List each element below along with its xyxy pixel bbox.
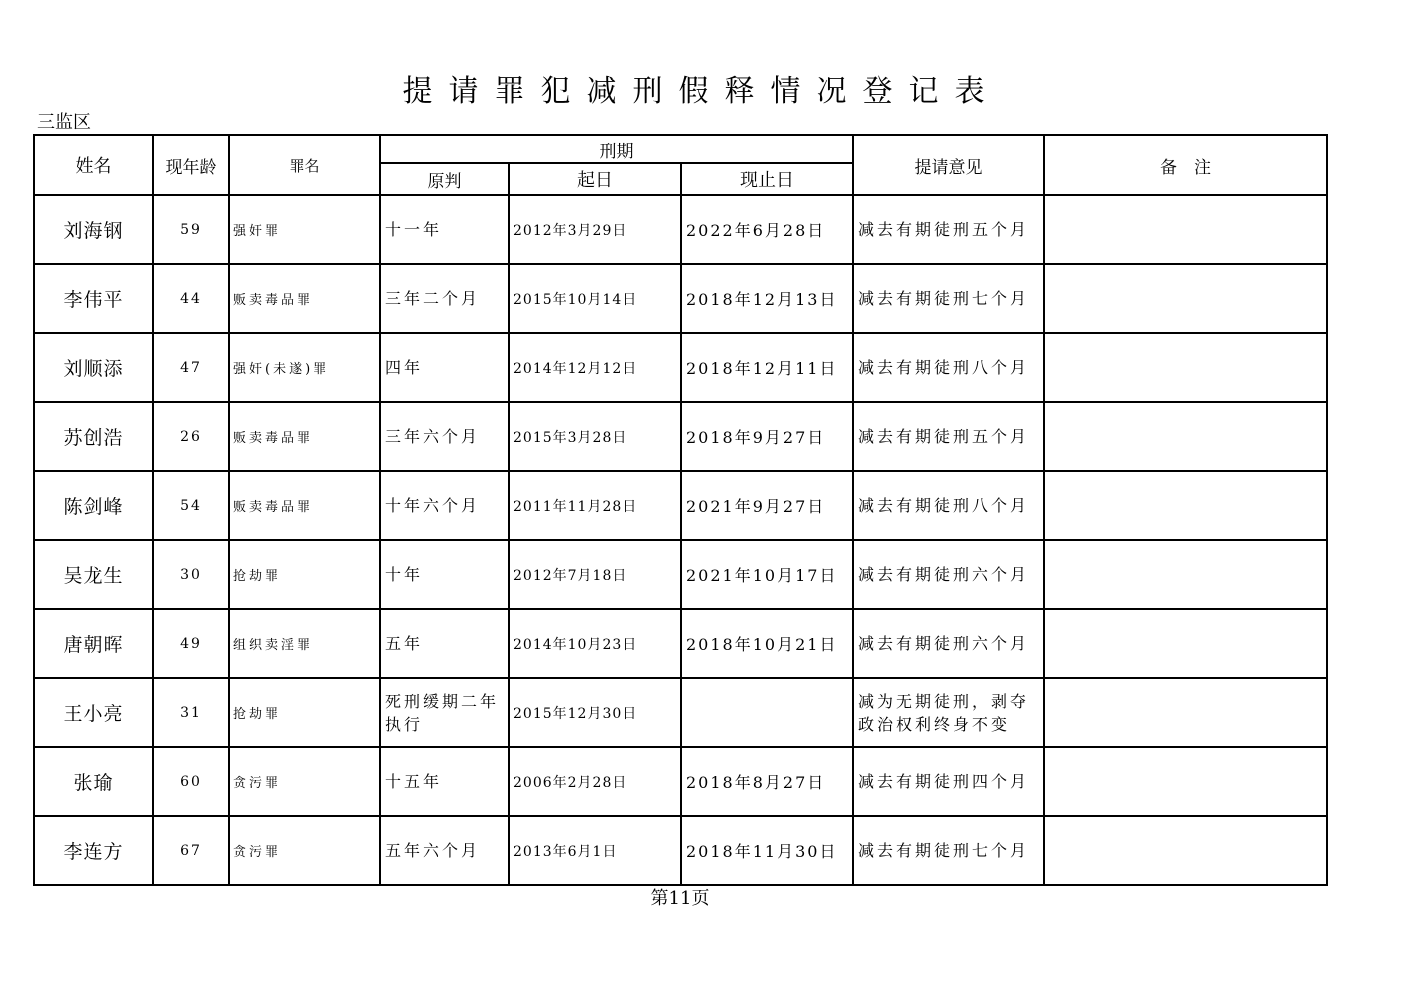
header-start: 起日: [509, 163, 681, 195]
table-row: [34, 816, 1327, 885]
cell-original: 十年: [380, 540, 509, 609]
table-row: [34, 195, 1327, 264]
cell-age: 59: [153, 195, 229, 264]
cell-crime: 组织卖淫罪: [229, 609, 380, 678]
cell-remarks: [1044, 540, 1327, 609]
cell-end: 2021年9月27日: [681, 471, 853, 540]
cell-start: 2012年3月29日: [509, 195, 681, 264]
cell-original: 十一年: [380, 195, 509, 264]
cell-name: 刘海钢: [34, 195, 153, 264]
cell-opinion: 减去有期徒刑八个月: [853, 333, 1044, 402]
cell-crime: 贪污罪: [229, 747, 380, 816]
table-row: [34, 678, 1327, 747]
cell-opinion: 减去有期徒刑五个月: [853, 195, 1044, 264]
cell-remarks: [1044, 195, 1327, 264]
cell-end: 2018年8月27日: [681, 747, 853, 816]
cell-opinion: 减去有期徒刑六个月: [853, 609, 1044, 678]
cell-original: 三年六个月: [380, 402, 509, 471]
header-crime: 罪名: [229, 135, 380, 195]
cell-crime: 强奸(未遂)罪: [229, 333, 380, 402]
cell-name: 李连方: [34, 816, 153, 885]
cell-original: 五年六个月: [380, 816, 509, 885]
header-remarks: 备 注: [1044, 135, 1327, 195]
table-row: [34, 747, 1327, 816]
cell-start: 2015年3月28日: [509, 402, 681, 471]
cell-end: 2022年6月28日: [681, 195, 853, 264]
cell-opinion: 减去有期徒刑七个月: [853, 264, 1044, 333]
cell-remarks: [1044, 402, 1327, 471]
header-age: 现年龄: [153, 135, 229, 195]
cell-start: 2015年12月30日: [509, 678, 681, 747]
header-original: 原判: [380, 163, 509, 195]
cell-name: 李伟平: [34, 264, 153, 333]
cell-end: 2021年10月17日: [681, 540, 853, 609]
cell-crime: 抢劫罪: [229, 678, 380, 747]
cell-crime: 贩卖毒品罪: [229, 402, 380, 471]
cell-age: 47: [153, 333, 229, 402]
cell-remarks: [1044, 678, 1327, 747]
cell-age: 30: [153, 540, 229, 609]
header-opinion: 提请意见: [853, 135, 1044, 195]
cell-original: 三年二个月: [380, 264, 509, 333]
table-row: [34, 264, 1327, 333]
cell-remarks: [1044, 264, 1327, 333]
cell-age: 26: [153, 402, 229, 471]
cell-age: 31: [153, 678, 229, 747]
header-term-group: 刑期: [380, 135, 853, 163]
cell-name: 唐朝晖: [34, 609, 153, 678]
cell-crime: 贪污罪: [229, 816, 380, 885]
cell-original: 十年六个月: [380, 471, 509, 540]
cell-end: 2018年11月30日: [681, 816, 853, 885]
cell-start: 2013年6月1日: [509, 816, 681, 885]
cell-crime: 强奸罪: [229, 195, 380, 264]
table-row: [34, 471, 1327, 540]
cell-original: 五年: [380, 609, 509, 678]
cell-original: 十五年: [380, 747, 509, 816]
cell-opinion: 减为无期徒刑，剥夺政治权利终身不变: [853, 678, 1044, 747]
cell-start: 2014年12月12日: [509, 333, 681, 402]
table-header: [34, 135, 1327, 195]
cell-name: 王小亮: [34, 678, 153, 747]
cell-name: 苏创浩: [34, 402, 153, 471]
cell-name: 刘顺添: [34, 333, 153, 402]
cell-original: 四年: [380, 333, 509, 402]
table-row: [34, 609, 1327, 678]
cell-name: 吴龙生: [34, 540, 153, 609]
cell-remarks: [1044, 471, 1327, 540]
cell-remarks: [1044, 333, 1327, 402]
cell-end: [681, 678, 853, 747]
cell-age: 60: [153, 747, 229, 816]
registration-table: [33, 134, 1328, 886]
table-row: [34, 333, 1327, 402]
cell-crime: 抢劫罪: [229, 540, 380, 609]
cell-original: 死刑缓期二年执行: [380, 678, 509, 747]
cell-start: 2014年10月23日: [509, 609, 681, 678]
cell-opinion: 减去有期徒刑五个月: [853, 402, 1044, 471]
cell-crime: 贩卖毒品罪: [229, 471, 380, 540]
header-name: 姓名: [34, 135, 153, 195]
header-end: 现止日: [681, 163, 853, 195]
cell-opinion: 减去有期徒刑七个月: [853, 816, 1044, 885]
cell-age: 54: [153, 471, 229, 540]
table-row: [34, 402, 1327, 471]
cell-opinion: 减去有期徒刑八个月: [853, 471, 1044, 540]
table-body: [34, 195, 1327, 885]
cell-end: 2018年12月11日: [681, 333, 853, 402]
cell-end: 2018年9月27日: [681, 402, 853, 471]
document-title: 提请罪犯减刑假释情况登记表: [402, 74, 1001, 109]
cell-start: 2011年11月28日: [509, 471, 681, 540]
page-number: 第11页: [650, 888, 710, 909]
area-label: 三监区: [37, 112, 91, 133]
cell-name: 张瑜: [34, 747, 153, 816]
table-row: [34, 540, 1327, 609]
cell-start: 2015年10月14日: [509, 264, 681, 333]
cell-name: 陈剑峰: [34, 471, 153, 540]
cell-age: 67: [153, 816, 229, 885]
cell-remarks: [1044, 816, 1327, 885]
cell-opinion: 减去有期徒刑六个月: [853, 540, 1044, 609]
cell-start: 2012年7月18日: [509, 540, 681, 609]
cell-remarks: [1044, 747, 1327, 816]
cell-age: 49: [153, 609, 229, 678]
cell-opinion: 减去有期徒刑四个月: [853, 747, 1044, 816]
cell-age: 44: [153, 264, 229, 333]
cell-end: 2018年10月21日: [681, 609, 853, 678]
cell-end: 2018年12月13日: [681, 264, 853, 333]
cell-crime: 贩卖毒品罪: [229, 264, 380, 333]
cell-remarks: [1044, 609, 1327, 678]
cell-start: 2006年2月28日: [509, 747, 681, 816]
